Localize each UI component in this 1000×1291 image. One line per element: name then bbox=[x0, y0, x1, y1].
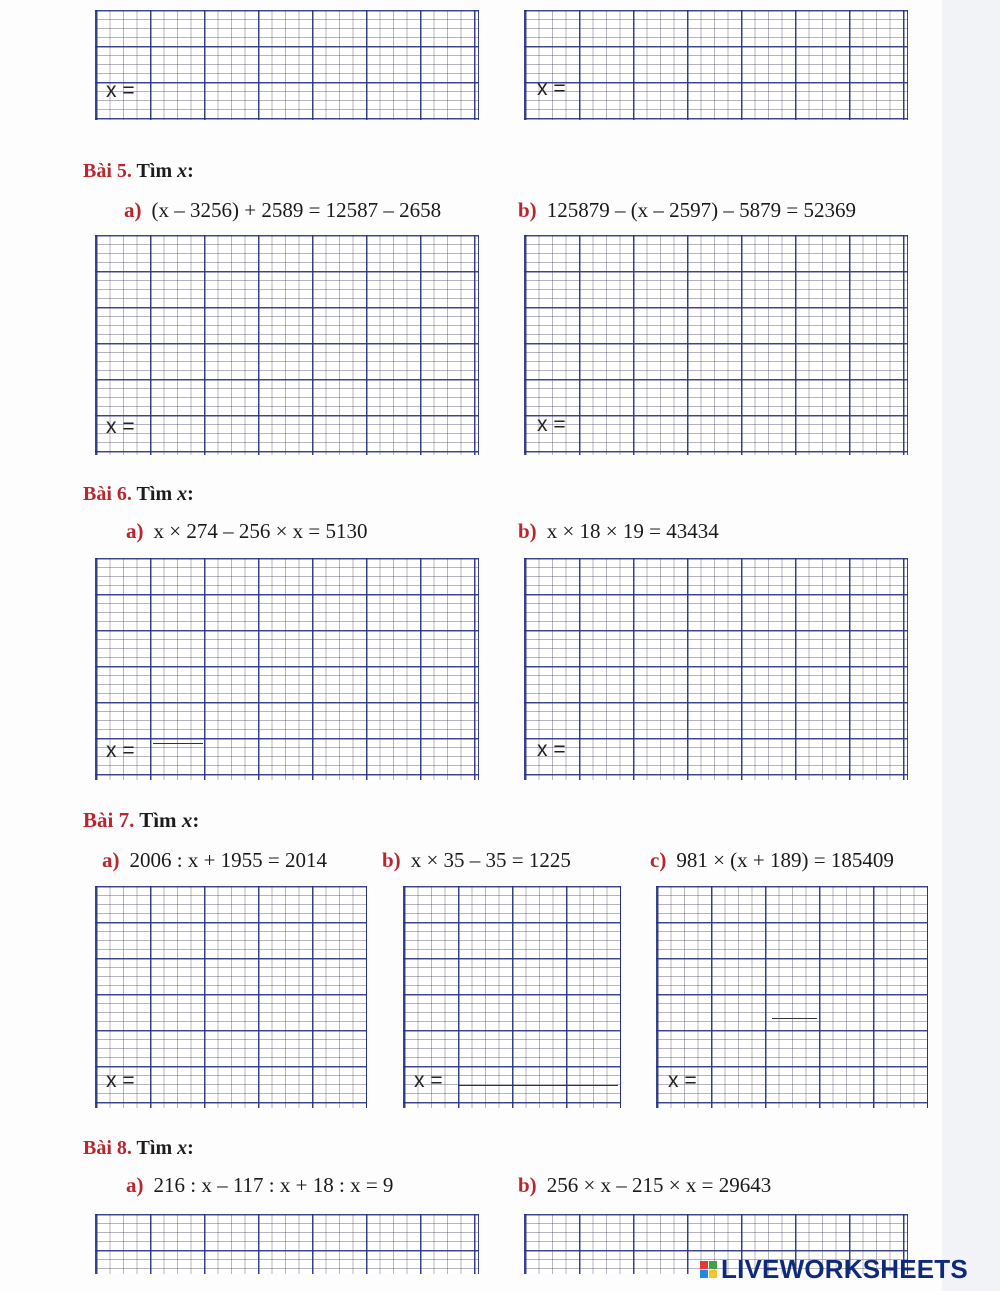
bai6-a-label: a) bbox=[126, 519, 144, 543]
bai6-b-answer-label: x = bbox=[537, 738, 566, 761]
bai5-b-label: b) bbox=[518, 198, 537, 222]
bai5-a-grid[interactable] bbox=[95, 235, 479, 455]
bai4-b-grid[interactable] bbox=[524, 10, 908, 120]
bai7-title bbox=[83, 810, 199, 831]
bai8-a-question bbox=[126, 1175, 393, 1196]
bai5-b-equation: 125879 – (x – 2597) – 5879 = 52369 bbox=[546, 198, 857, 222]
bai8-b-equation: 256 × x – 215 × x = 29643 bbox=[546, 1173, 772, 1197]
bai7-c-grid[interactable] bbox=[656, 886, 928, 1108]
logo-square-yellow bbox=[709, 1270, 717, 1278]
liveworksheets-logo bbox=[700, 1255, 968, 1283]
bai7-a-grid[interactable] bbox=[95, 886, 367, 1108]
bai6-b-question bbox=[518, 521, 719, 542]
bai8-a-equation: 216 : x – 117 : x + 18 : x = 9 bbox=[153, 1173, 394, 1197]
bai8-b-label: b) bbox=[518, 1173, 537, 1197]
bai7-b-label: b) bbox=[382, 848, 401, 872]
bai6-a-equation: x × 274 – 256 × x = 5130 bbox=[153, 519, 368, 543]
bai8-a-grid[interactable] bbox=[95, 1214, 479, 1274]
bai6-number: Bài 6. bbox=[83, 483, 132, 505]
bai4-a-answer-label: x = bbox=[106, 79, 135, 102]
bai7-a-label: a) bbox=[102, 848, 120, 872]
bai6-instruction: Tìm x: bbox=[136, 483, 194, 505]
bai4-b-answer-label: x = bbox=[537, 77, 566, 100]
bai7-b-answer-line bbox=[458, 1085, 618, 1086]
bai5-b-grid[interactable] bbox=[524, 235, 908, 455]
bai7-c-work-line bbox=[772, 1018, 817, 1019]
bai6-b-label: b) bbox=[518, 519, 537, 543]
bai5-number: Bài 5. bbox=[83, 160, 132, 182]
bai6-a-question bbox=[126, 521, 368, 542]
bai7-b-equation: x × 35 – 35 = 1225 bbox=[410, 848, 571, 872]
bai7-b-answer-label: x = bbox=[414, 1069, 443, 1092]
bai6-b-grid[interactable] bbox=[524, 558, 908, 780]
bai7-c-question bbox=[650, 850, 894, 871]
logo-square-red bbox=[700, 1261, 708, 1269]
bai6-a-grid[interactable] bbox=[95, 558, 479, 780]
bai8-instruction: Tìm x: bbox=[136, 1137, 194, 1159]
bai5-a-label: a) bbox=[124, 198, 142, 222]
bai7-a-question bbox=[102, 850, 327, 871]
bai5-b-question bbox=[518, 200, 856, 221]
bai7-instruction: Tìm x: bbox=[139, 808, 200, 832]
logo-square-green bbox=[709, 1261, 717, 1269]
bai5-b-answer-label: x = bbox=[537, 413, 566, 436]
bai7-c-equation: 981 × (x + 189) = 185409 bbox=[676, 848, 894, 872]
bai6-b-equation: x × 18 × 19 = 43434 bbox=[546, 519, 719, 543]
bai6-a-answer-line bbox=[153, 743, 203, 744]
page-edge bbox=[942, 0, 1000, 1291]
bai8-number: Bài 8. bbox=[83, 1137, 132, 1159]
liveworksheets-logo-icon bbox=[700, 1261, 717, 1278]
bai7-c-label: c) bbox=[650, 848, 667, 872]
bai6-title bbox=[83, 484, 194, 504]
bai7-b-question bbox=[382, 850, 571, 871]
bai4-a-grid[interactable] bbox=[95, 10, 479, 120]
liveworksheets-wordmark: LIVEWORKSHEETS bbox=[721, 1253, 968, 1284]
bai5-title bbox=[83, 161, 194, 181]
bai7-c-answer-label: x = bbox=[668, 1069, 697, 1092]
bai5-a-equation: (x – 3256) + 2589 = 12587 – 2658 bbox=[151, 198, 442, 222]
bai8-title bbox=[83, 1138, 194, 1158]
bai6-a-answer-label: x = bbox=[106, 739, 135, 762]
bai5-instruction: Tìm x: bbox=[136, 160, 194, 182]
logo-square-blue bbox=[700, 1270, 708, 1278]
bai5-a-answer-label: x = bbox=[106, 415, 135, 438]
bai8-b-question bbox=[518, 1175, 771, 1196]
bai7-a-answer-label: x = bbox=[106, 1069, 135, 1092]
bai7-number: Bài 7. bbox=[83, 808, 135, 832]
bai5-a-question bbox=[124, 200, 441, 221]
bai8-a-label: a) bbox=[126, 1173, 144, 1197]
bai7-a-equation: 2006 : x + 1955 = 2014 bbox=[129, 848, 328, 872]
